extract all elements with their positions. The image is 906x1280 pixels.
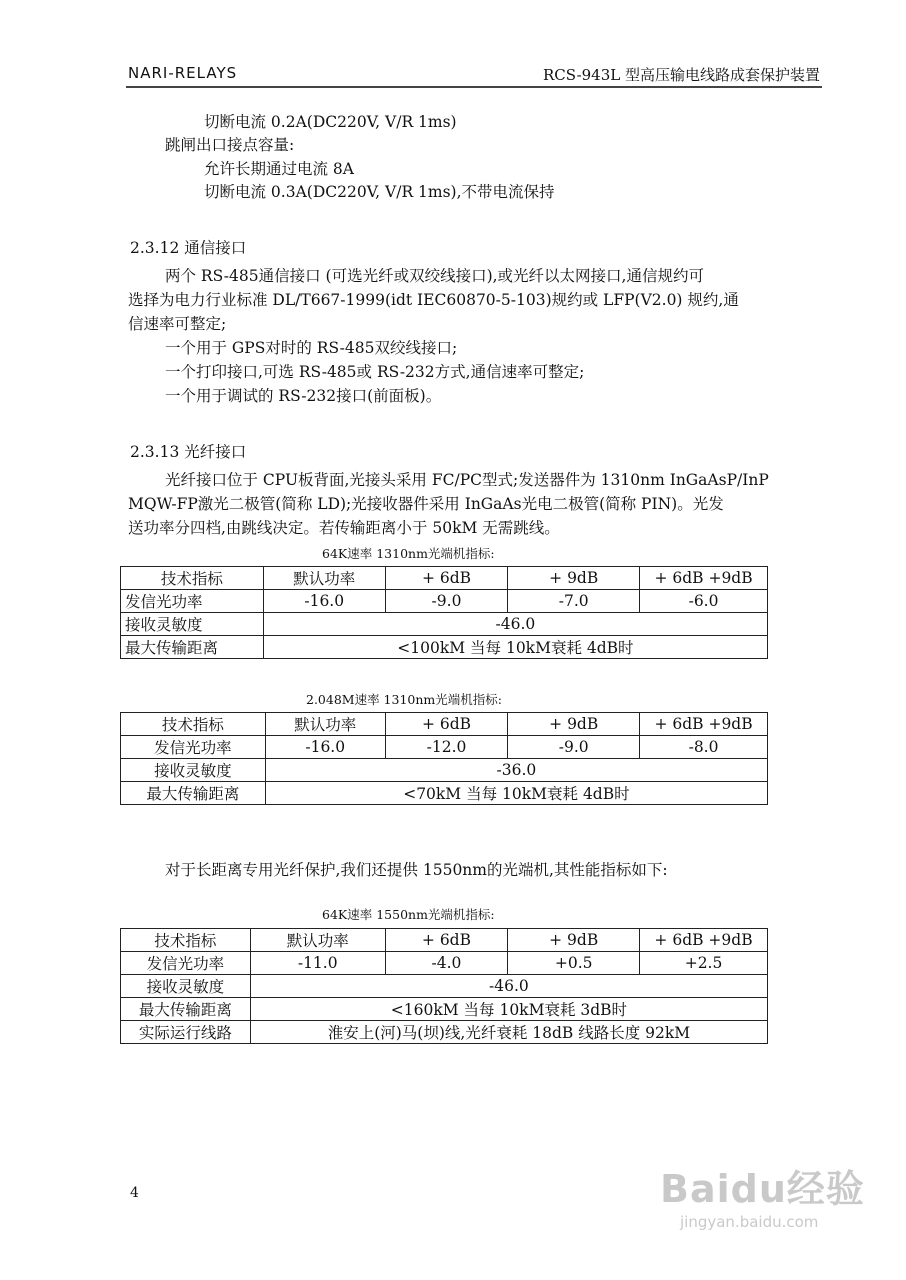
table-row [121,929,768,952]
table-64k-1310 [120,566,768,659]
cell: -8.0 [640,736,768,759]
header-right: RCS-943L 型高压输电线路成套保护装置 [542,66,820,84]
cell: +0.5 [508,952,640,975]
page-number: 4 [130,1185,139,1201]
cell: + 6dB +9dB [640,713,768,736]
text-line: 切断电流 0.2A(DC220V, V/R 1ms) [204,113,457,131]
text-line: 送功率分四档,由跳线决定。若传输距离小于 50kM 无需跳线。 [128,519,560,537]
text-line: 选择为电力行业标准 DL/T667-1999(idt IEC60870-5-103)规约或 LFP(V2.0) 规约,通 [128,291,739,309]
cell: -9.0 [508,736,640,759]
cell: 最大传输距离 [121,782,266,805]
table-row [121,975,768,998]
section-heading: 2.3.13 光纤接口 [130,443,247,461]
table-row [121,590,768,613]
table-64k-1550 [120,928,768,1044]
table-row [121,1021,768,1044]
table-row [121,759,768,782]
cell: +2.5 [640,952,768,975]
cell: 发信光功率 [121,736,266,759]
watermark-brand: Baidu经验 [660,1167,865,1211]
table-row [121,636,768,659]
cell: + 6dB [385,567,508,590]
cell: 默认功率 [265,713,385,736]
cell: + 9dB [508,567,640,590]
cell: 默认功率 [263,567,385,590]
table-row [121,567,768,590]
cell: + 6dB +9dB [640,929,768,952]
text-line: 光纤接口位于 CPU板背面,光接头采用 FC/PC型式;发送器件为 1310nm InGaAsP/InP [165,471,769,489]
cell: 最大传输距离 [121,998,251,1021]
cell: -7.0 [508,590,640,613]
cell: 默认功率 [250,929,385,952]
cell: 实际运行线路 [121,1021,251,1044]
header-divider [126,86,822,88]
text-line: 允许长期通过电流 8A [204,160,354,178]
cell: 发信光功率 [121,590,264,613]
table-row [121,952,768,975]
table-row [121,713,768,736]
table-row [121,613,768,636]
table-caption: 2.048M速率 1310nm光端机指标: [306,692,502,707]
cell: + 6dB [385,929,508,952]
table-2048m-1310 [120,712,768,805]
cell: -36.0 [265,759,767,782]
text-line: MQW-FP激光二极管(简称 LD);光接收器件采用 InGaAs光电二极管(简称 PIN)。光发 [128,495,724,513]
text-line: 两个 RS-485通信接口 (可选光纤或双绞线接口),或光纤以太网接口,通信规约可 [165,267,704,285]
table-caption: 64K速率 1550nm光端机指标: [322,907,495,922]
cell: -4.0 [385,952,508,975]
cell: <160kM 当每 10kM衰耗 3dB时 [250,998,767,1021]
cell: + 6dB +9dB [640,567,768,590]
cell: <100kM 当每 10kM衰耗 4dB时 [263,636,767,659]
header-left: NARI-RELAYS [128,64,238,82]
text-line: 跳闸出口接点容量: [165,136,295,154]
table-row [121,736,768,759]
text-line: 信速率可整定; [128,315,227,333]
table-row [121,998,768,1021]
cell: 淮安上(河)马(坝)线,光纤衰耗 18dB 线路长度 92kM [250,1021,767,1044]
cell: + 9dB [508,713,640,736]
cell: 技术指标 [121,929,251,952]
cell: -11.0 [250,952,385,975]
text-line: 一个打印接口,可选 RS-485或 RS-232方式,通信速率可整定; [165,363,585,381]
text-line: 切断电流 0.3A(DC220V, V/R 1ms),不带电流保持 [204,183,555,201]
section-heading: 2.3.12 通信接口 [130,239,247,257]
cell: 发信光功率 [121,952,251,975]
cell: -46.0 [250,975,767,998]
cell: -46.0 [263,613,767,636]
cell: + 9dB [508,929,640,952]
cell: 接收灵敏度 [121,759,266,782]
cell: 接收灵敏度 [121,613,264,636]
table-row [121,782,768,805]
cell: <70kM 当每 10kM衰耗 4dB时 [265,782,767,805]
watermark-url: jingyan.baidu.com [680,1213,819,1231]
cell: 技术指标 [121,713,266,736]
cell: 技术指标 [121,567,264,590]
cell: -9.0 [385,590,508,613]
cell: -16.0 [263,590,385,613]
baidu-watermark [660,1158,865,1231]
cell: 最大传输距离 [121,636,264,659]
cell: 接收灵敏度 [121,975,251,998]
cell: -12.0 [385,736,508,759]
table-caption: 64K速率 1310nm光端机指标: [322,546,495,561]
cell: -6.0 [640,590,768,613]
cell: -16.0 [265,736,385,759]
cell: + 6dB [385,713,508,736]
text-line: 一个用于调试的 RS-232接口(前面板)。 [165,387,442,405]
text-line: 对于长距离专用光纤保护,我们还提供 1550nm的光端机,其性能指标如下: [165,861,668,879]
text-line: 一个用于 GPS对时的 RS-485双绞线接口; [165,339,458,357]
